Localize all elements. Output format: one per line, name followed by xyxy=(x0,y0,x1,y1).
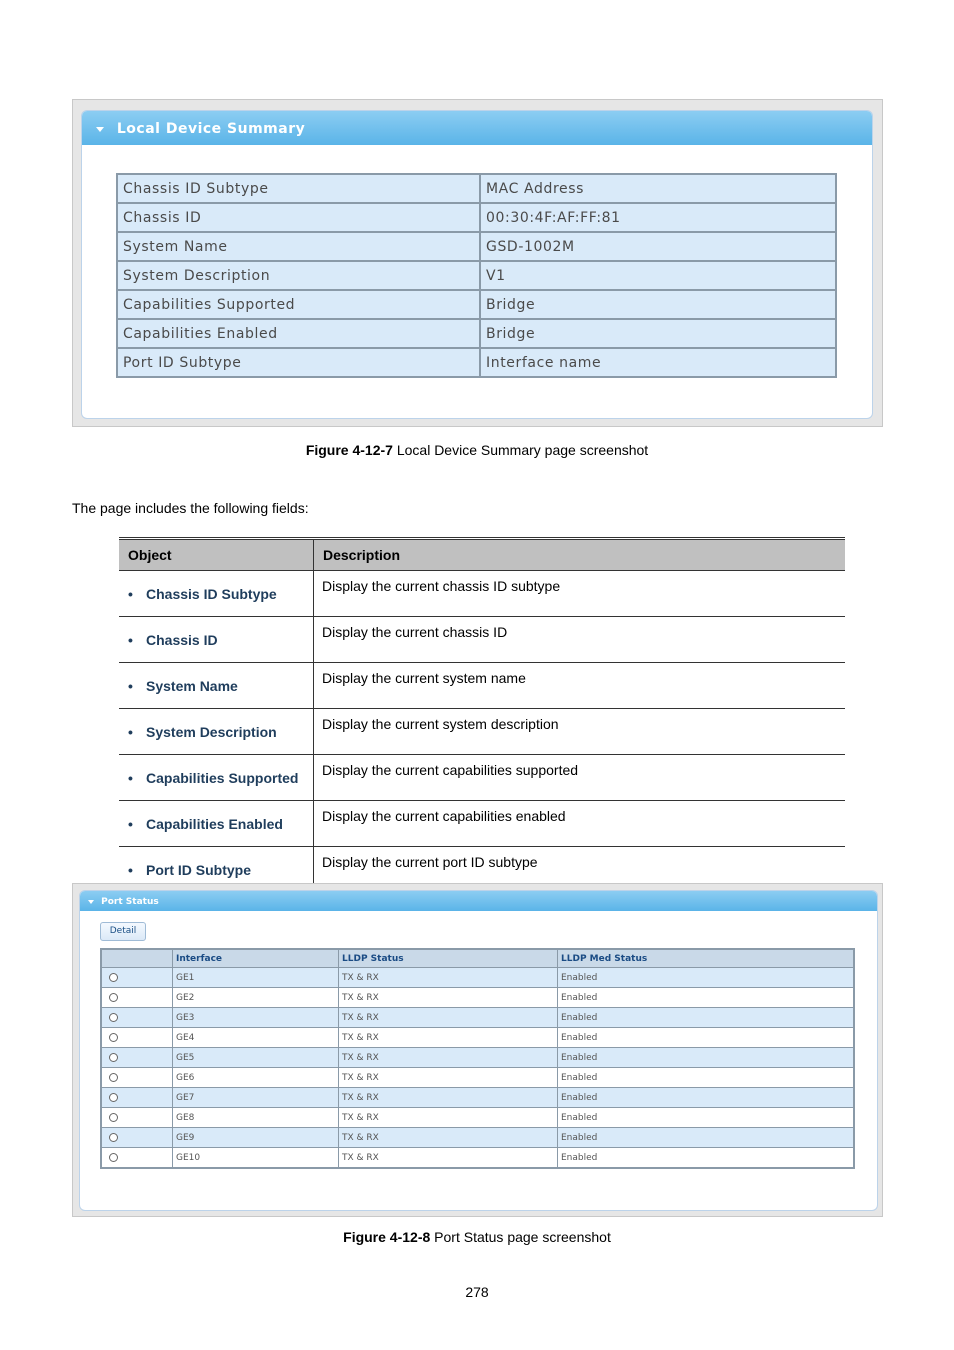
figure-caption-1 xyxy=(0,442,954,458)
object-cell xyxy=(119,755,314,801)
object-cell xyxy=(119,709,314,755)
collapse-caret-icon[interactable] xyxy=(88,900,94,904)
lldp-status-column-header: LLDP Status xyxy=(339,949,558,968)
object-name: Port ID Subtype xyxy=(146,861,252,878)
page-number: 278 xyxy=(465,1284,489,1300)
summary-key: Chassis ID Subtype xyxy=(117,174,480,203)
summary-key: Chassis ID xyxy=(117,203,480,232)
lldp-med-status-cell: Enabled xyxy=(558,1108,855,1128)
intro-paragraph: The page includes the following fields: xyxy=(72,500,309,516)
lldp-status-cell: TX & RX xyxy=(339,1028,558,1048)
summary-key: Capabilities Enabled xyxy=(117,319,480,348)
figure-label: Figure 4-12-8 xyxy=(343,1229,431,1245)
select-cell[interactable] xyxy=(101,988,173,1008)
interface-cell: GE2 xyxy=(173,988,339,1008)
port-row[interactable] xyxy=(101,1128,854,1148)
interface-cell: GE5 xyxy=(173,1048,339,1068)
description-cell: Display the current port ID subtype xyxy=(322,854,538,870)
bullet-icon: • xyxy=(128,631,133,648)
lldp-status-cell: TX & RX xyxy=(339,968,558,988)
lldp-med-status-cell: Enabled xyxy=(558,1028,855,1048)
summary-row xyxy=(117,261,836,290)
interface-cell: GE8 xyxy=(173,1108,339,1128)
summary-row xyxy=(117,174,836,203)
port-select-radio[interactable] xyxy=(109,1093,118,1102)
description-cell: Display the current capabilities enabled xyxy=(314,801,846,847)
detail-button[interactable]: Detail xyxy=(100,922,146,941)
object-cell xyxy=(119,801,314,847)
port-row[interactable] xyxy=(101,988,854,1008)
summary-key: System Description xyxy=(117,261,480,290)
local-device-summary-table xyxy=(116,173,837,378)
bullet-icon: • xyxy=(128,677,133,694)
bullet-icon: • xyxy=(128,815,133,832)
table-row xyxy=(119,571,845,617)
table-row xyxy=(119,663,845,709)
figure-caption-2 xyxy=(0,1229,954,1245)
lldp-status-cell: TX & RX xyxy=(339,1048,558,1068)
description-column-header: Description xyxy=(314,539,846,571)
interface-cell: GE9 xyxy=(173,1128,339,1148)
select-cell[interactable] xyxy=(101,1028,173,1048)
summary-value: 00:30:4F:AF:FF:81 xyxy=(480,203,836,232)
select-cell[interactable] xyxy=(101,1108,173,1128)
port-row[interactable] xyxy=(101,1148,854,1169)
interface-cell: GE7 xyxy=(173,1088,339,1108)
lldp-status-cell: TX & RX xyxy=(339,1068,558,1088)
table-row xyxy=(119,801,845,847)
summary-row xyxy=(117,348,836,377)
port-select-radio[interactable] xyxy=(109,1033,118,1042)
interface-cell: GE3 xyxy=(173,1008,339,1028)
object-cell xyxy=(119,663,314,709)
bullet-icon: • xyxy=(128,723,133,740)
lldp-med-status-cell: Enabled xyxy=(558,1148,855,1169)
object-column-header: Object xyxy=(119,539,314,571)
object-cell xyxy=(119,571,314,617)
port-select-radio[interactable] xyxy=(109,1073,118,1082)
lldp-med-status-cell: Enabled xyxy=(558,1068,855,1088)
table-row xyxy=(119,617,845,663)
port-row[interactable] xyxy=(101,968,854,988)
port-status-table xyxy=(100,948,855,1169)
port-select-radio[interactable] xyxy=(109,1013,118,1022)
port-select-radio[interactable] xyxy=(109,1153,118,1162)
bullet-icon: • xyxy=(128,861,133,878)
port-row[interactable] xyxy=(101,1108,854,1128)
lldp-med-status-cell: Enabled xyxy=(558,1008,855,1028)
lldp-med-status-cell: Enabled xyxy=(558,1088,855,1108)
collapse-caret-icon[interactable] xyxy=(96,127,104,132)
object-name: Capabilities Enabled xyxy=(146,815,283,832)
panel-title: Port Status xyxy=(101,897,159,907)
table-row xyxy=(119,755,845,801)
interface-cell: GE6 xyxy=(173,1068,339,1088)
fields-table-header-row xyxy=(119,539,845,571)
summary-key: Port ID Subtype xyxy=(117,348,480,377)
select-cell[interactable] xyxy=(101,1148,173,1169)
summary-key: System Name xyxy=(117,232,480,261)
interface-cell: GE1 xyxy=(173,968,339,988)
interface-cell: GE4 xyxy=(173,1028,339,1048)
lldp-status-cell: TX & RX xyxy=(339,1108,558,1128)
object-name: Chassis ID Subtype xyxy=(146,585,277,602)
object-name: System Description xyxy=(146,723,277,740)
port-select-radio[interactable] xyxy=(109,993,118,1002)
port-select-radio[interactable] xyxy=(109,1053,118,1062)
lldp-med-status-column-header: LLDP Med Status xyxy=(558,949,855,968)
port-row[interactable] xyxy=(101,1008,854,1028)
summary-value: Interface name xyxy=(480,348,836,377)
interface-column-header: Interface xyxy=(173,949,339,968)
interface-cell: GE10 xyxy=(173,1148,339,1169)
port-select-radio[interactable] xyxy=(109,1113,118,1122)
lldp-med-status-cell: Enabled xyxy=(558,1048,855,1068)
panel-title: Local Device Summary xyxy=(116,121,306,137)
lldp-status-cell: TX & RX xyxy=(339,1008,558,1028)
summary-key: Capabilities Supported xyxy=(117,290,480,319)
lldp-status-cell: TX & RX xyxy=(339,988,558,1008)
lldp-med-status-cell: Enabled xyxy=(558,1128,855,1148)
summary-row xyxy=(117,203,836,232)
summary-value: V1 xyxy=(480,261,836,290)
description-cell: Display the current system name xyxy=(314,663,846,709)
description-cell: Display the current system description xyxy=(314,709,846,755)
description-cell: Display the current chassis ID xyxy=(314,617,846,663)
bullet-icon: • xyxy=(128,585,133,602)
summary-row xyxy=(117,232,836,261)
bullet-icon: • xyxy=(128,769,133,786)
figure-caption-text: Local Device Summary page screenshot xyxy=(392,442,649,458)
summary-value: Bridge xyxy=(480,290,836,319)
select-cell[interactable] xyxy=(101,968,173,988)
table-row xyxy=(119,709,845,755)
port-status-header[interactable] xyxy=(80,891,877,911)
port-select-radio[interactable] xyxy=(109,1133,118,1142)
local-device-summary-header[interactable] xyxy=(82,111,872,145)
fields-table-wrapper xyxy=(119,537,845,895)
lldp-status-cell: TX & RX xyxy=(339,1128,558,1148)
select-cell[interactable] xyxy=(101,1068,173,1088)
figure-label: Figure 4-12-7 xyxy=(305,442,393,458)
lldp-med-status-cell: Enabled xyxy=(558,968,855,988)
summary-row xyxy=(117,319,836,348)
select-cell[interactable] xyxy=(101,1008,173,1028)
port-row[interactable] xyxy=(101,1068,854,1088)
description-cell: Display the current chassis ID subtype xyxy=(314,571,846,617)
select-cell[interactable] xyxy=(101,1128,173,1148)
summary-value: Bridge xyxy=(480,319,836,348)
select-column-header xyxy=(101,949,173,968)
port-status-header-row xyxy=(101,949,854,968)
lldp-status-cell: TX & RX xyxy=(339,1148,558,1169)
summary-row xyxy=(117,290,836,319)
select-cell[interactable] xyxy=(101,1088,173,1108)
object-name: System Name xyxy=(146,677,238,694)
object-name: Capabilities Supported xyxy=(146,769,299,786)
figure-caption-text: Port Status page screenshot xyxy=(430,1229,611,1245)
port-row[interactable] xyxy=(101,1088,854,1108)
description-cell: Display the current capabilities supported xyxy=(314,755,846,801)
port-row[interactable] xyxy=(101,1048,854,1068)
port-row[interactable] xyxy=(101,1028,854,1048)
object-name: Chassis ID xyxy=(146,631,218,648)
fields-table xyxy=(119,537,845,895)
lldp-status-cell: TX & RX xyxy=(339,1088,558,1108)
summary-value: MAC Address xyxy=(480,174,836,203)
lldp-med-status-cell: Enabled xyxy=(558,988,855,1008)
object-cell xyxy=(119,617,314,663)
summary-value: GSD-1002M xyxy=(480,232,836,261)
select-cell[interactable] xyxy=(101,1048,173,1068)
port-select-radio[interactable] xyxy=(109,973,118,982)
